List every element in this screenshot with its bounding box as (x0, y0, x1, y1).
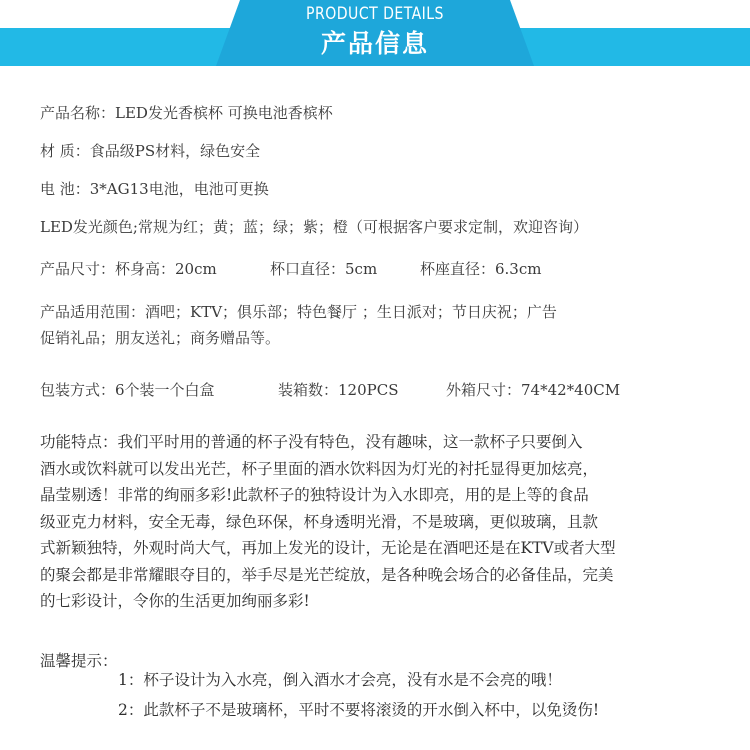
header-title: 产品信息 (320, 29, 429, 58)
tip-item-2: 2：此款杯子不是玻璃杯，平时不要将滚烫的开水倒入杯中，以免烫伤! (118, 701, 600, 719)
spec-packing-method: 包装方式：6个装一个白盒 (40, 381, 215, 399)
spec-packing-qty: 装箱数：120PCS (278, 381, 399, 399)
spec-carton-size: 外箱尺寸：74*42*40CM (446, 381, 621, 399)
spec-product-name: 产品名称：LED发光香槟杯 可换电池香槟杯 (40, 104, 333, 122)
spec-base-diameter: 杯座直径：6.3cm (420, 260, 542, 278)
features-line: 酒水或饮料就可以发出光芒，杯子里面的酒水饮料因为灯光的衬托显得更加炫亮， (40, 459, 599, 478)
tips-title: 温馨提示： (40, 652, 118, 670)
spec-material: 材 质：食品级PS材料，绿色安全 (40, 142, 261, 160)
features-line: 晶莹剔透！非常的绚丽多彩!此款杯子的独特设计为入水即亮，用的是上等的食品 (40, 486, 589, 504)
spec-usage-line-2: 促销礼品；朋友送礼；商务赠品等。 (40, 329, 281, 347)
spec-rim-diameter: 杯口直径：5cm (270, 260, 378, 278)
features-line: 级亚克力材料，安全无毒，绿色环保，杯身透明光滑，不是玻璃，更似玻璃，且款 (40, 512, 599, 531)
spec-usage-line-1: 产品适用范围：酒吧；KTV；俱乐部；特色餐厅 ；生日派对；节日庆祝；广告 (40, 303, 557, 321)
spec-battery: 电 池：3*AG13电池，电池可更换 (40, 180, 269, 198)
tip-item-1: 1：杯子设计为入水亮，倒入酒水才会亮，没有水是不会亮的哦！ (118, 671, 562, 689)
features-line: 的七彩设计，令你的生活更加绚丽多彩! (40, 592, 310, 610)
features-line: 的聚会都是非常耀眼夺目的，举手尽是光芒绽放，是各种晚会场合的必备佳品，完美 (40, 565, 614, 584)
features-paragraph (40, 429, 690, 615)
features-line: 式新颖独特，外观时尚大气，再加上发光的设计，无论是在酒吧还是在KTV或者大型 (40, 539, 616, 557)
header-subtitle: PRODUCT DETAILS (306, 4, 444, 24)
spec-led-colors: LED发光颜色;常规为红；黄；蓝；绿；紫；橙（可根据客户要求定制，欢迎咨询） (40, 218, 588, 236)
spec-cup-height: 产品尺寸：杯身高：20cm (40, 260, 217, 278)
features-line: 功能特点：我们平时用的普通的杯子没有特色，没有趣味，这一款杯子只要倒入 (40, 433, 583, 451)
